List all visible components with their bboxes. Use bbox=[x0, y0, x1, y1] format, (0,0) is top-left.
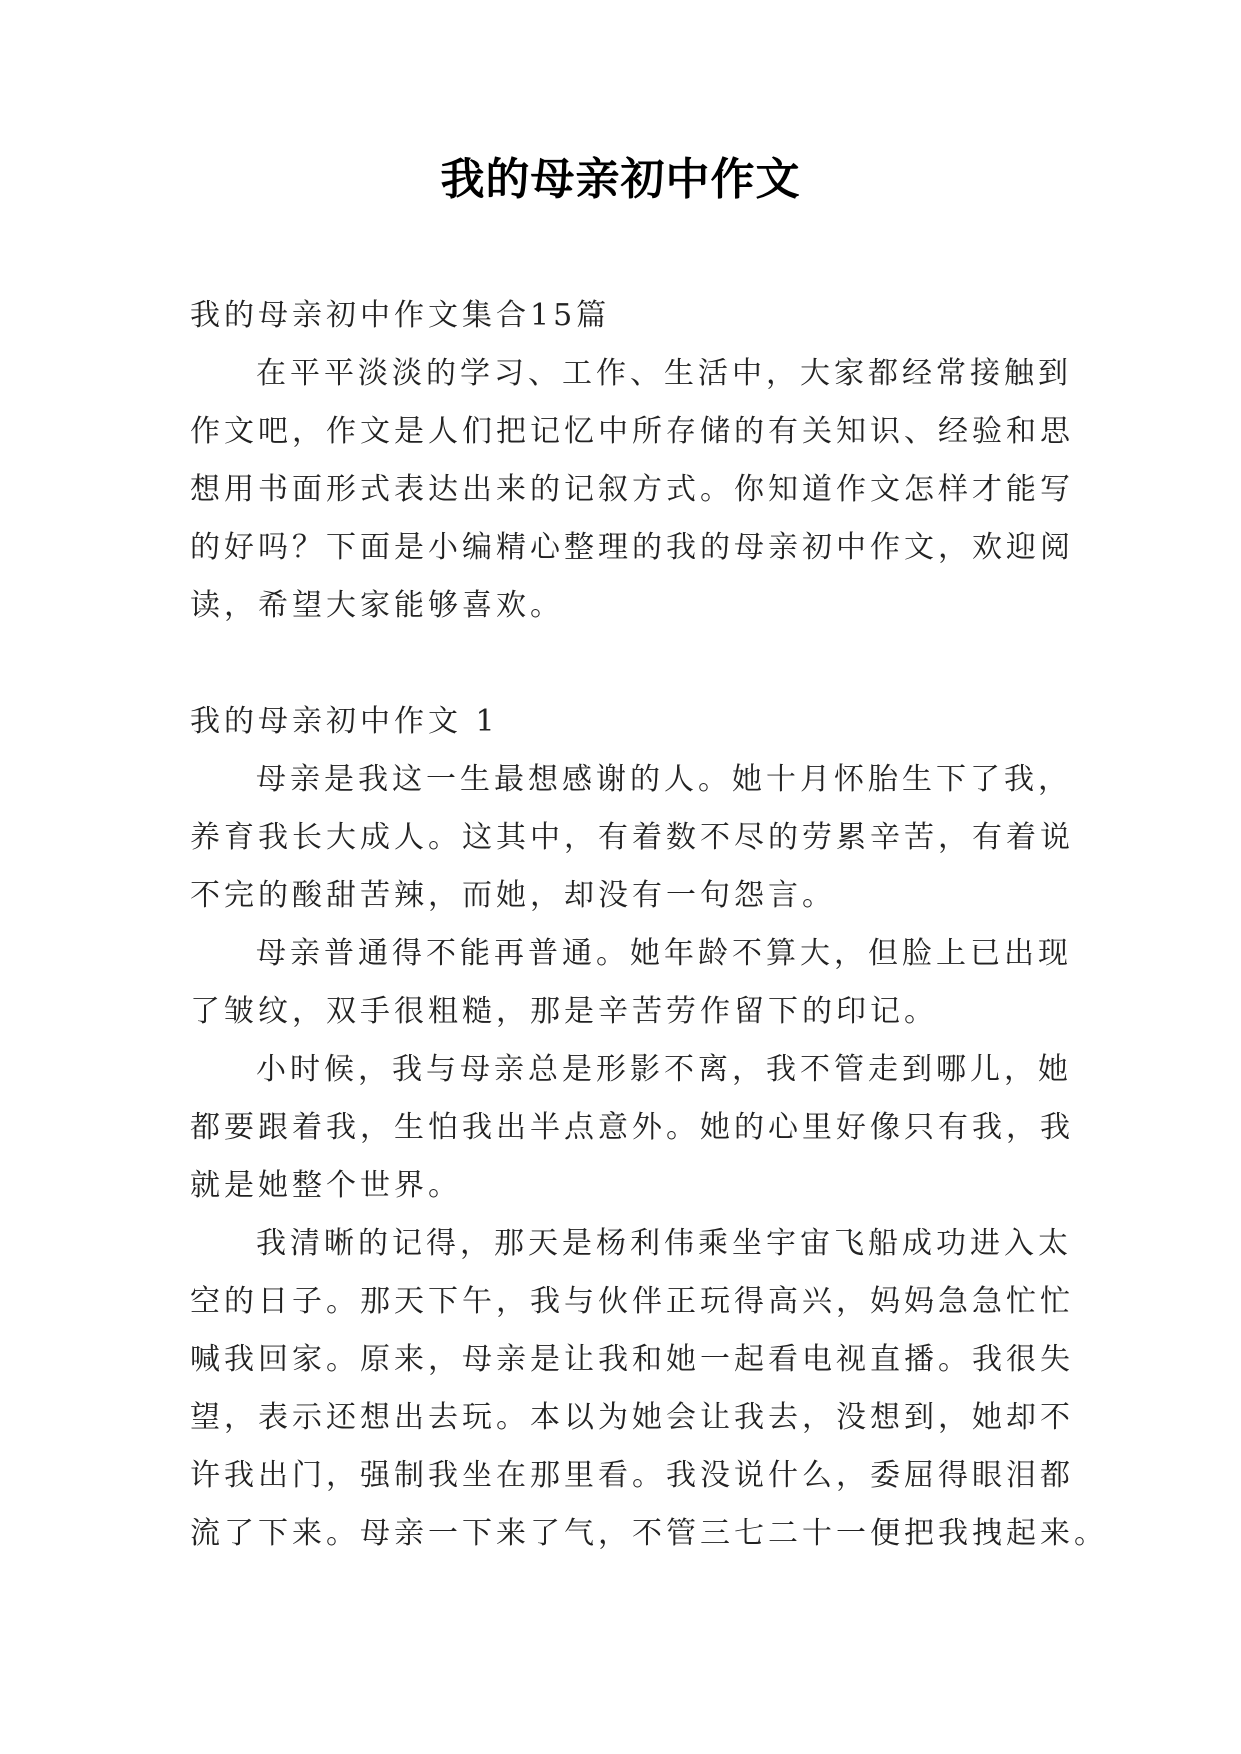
paragraph-line: 空的日子。那天下午，我与伙伴正玩得高兴，妈妈急急忙忙 bbox=[190, 1284, 1074, 1319]
intro-line: 在平平淡淡的学习、工作、生活中，大家都经常接触到 bbox=[256, 356, 1072, 391]
intro-paragraph bbox=[190, 345, 1074, 635]
paragraph-line: 喊我回家。原来，母亲是让我和她一起看电视直播。我很失 bbox=[190, 1342, 1074, 1377]
intro-line: 想用书面形式表达出来的记叙方式。你知道作文怎样才能写 bbox=[190, 472, 1074, 507]
essay-paragraph-3 bbox=[190, 1041, 1074, 1215]
essay-paragraph-1 bbox=[190, 751, 1074, 925]
paragraph-line: 许我出门，强制我坐在那里看。我没说什么，委屈得眼泪都 bbox=[190, 1458, 1074, 1493]
paragraph-line: 不完的酸甜苦辣，而她，却没有一句怨言。 bbox=[190, 878, 836, 913]
paragraph-line: 了皱纹，双手很粗糙，那是辛苦劳作留下的印记。 bbox=[190, 994, 938, 1029]
collection-subtitle: 我的母亲初中作文集合15篇 bbox=[190, 298, 611, 333]
paragraph-line: 小时候，我与母亲总是形影不离，我不管走到哪儿，她 bbox=[256, 1052, 1072, 1087]
intro-line: 读，希望大家能够喜欢。 bbox=[190, 588, 564, 623]
paragraph-line: 就是她整个世界。 bbox=[190, 1168, 462, 1203]
essay-paragraph-4 bbox=[190, 1215, 1108, 1563]
paragraph-line: 望，表示还想出去玩。本以为她会让我去，没想到，她却不 bbox=[190, 1400, 1074, 1435]
paragraph-line: 母亲普通得不能再普通。她年龄不算大，但脸上已出现 bbox=[256, 936, 1072, 971]
document-title: 我的母亲初中作文 bbox=[440, 154, 801, 205]
intro-line: 作文吧，作文是人们把记忆中所存储的有关知识、经验和思 bbox=[190, 414, 1074, 449]
paragraph-line: 流了下来。母亲一下来了气，不管三七二十一便把我拽起来。 bbox=[190, 1516, 1108, 1551]
paragraph-line: 都要跟着我，生怕我出半点意外。她的心里好像只有我，我 bbox=[190, 1110, 1074, 1145]
section-heading: 我的母亲初中作文 1 bbox=[190, 704, 499, 739]
paragraph-spacer bbox=[190, 635, 1050, 693]
essay-paragraph-2 bbox=[190, 925, 1072, 1041]
paragraph-line: 养育我长大成人。这其中，有着数不尽的劳累辛苦，有着说 bbox=[190, 820, 1074, 855]
intro-line: 的好吗？下面是小编精心整理的我的母亲初中作文，欢迎阅 bbox=[190, 530, 1074, 565]
paragraph-line: 母亲是我这一生最想感谢的人。她十月怀胎生下了我， bbox=[256, 762, 1072, 797]
paragraph-line: 我清晰的记得，那天是杨利伟乘坐宇宙飞船成功进入太 bbox=[256, 1226, 1072, 1261]
document-body bbox=[190, 287, 1108, 1563]
